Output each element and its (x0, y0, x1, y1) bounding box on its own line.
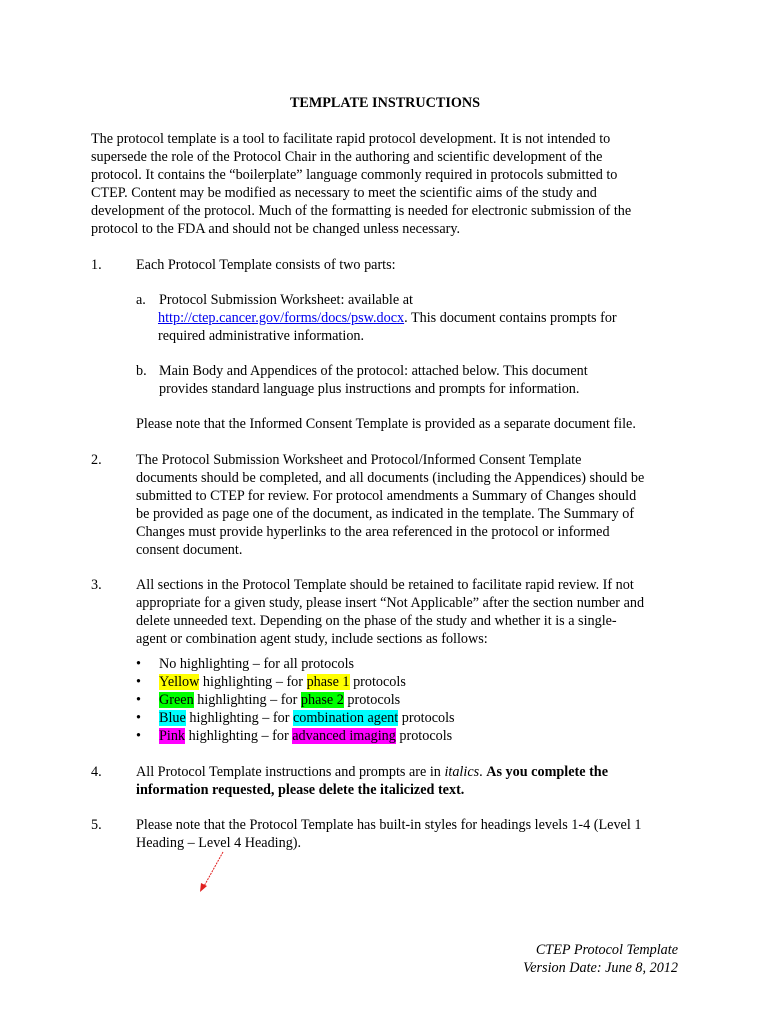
highlight-pink: advanced imaging (292, 728, 396, 744)
sub-item-text: . This document contains prompts for (404, 310, 617, 326)
sub-item-line (158, 309, 686, 327)
item-body (136, 451, 686, 559)
highlight-green: Green (159, 692, 194, 708)
intro-line: CTEP. Content may be modified as necessary to meet the scientific aims of the study and (91, 185, 597, 201)
bold-text: As you complete the (486, 764, 608, 780)
intro-line: The protocol template is a tool to facilitate rapid protocol development. It is not intended to (91, 131, 611, 147)
list-item (136, 691, 686, 709)
sub-item-line: provides standard language plus instructions and prompts for information. (159, 381, 580, 397)
sub-item-label: b. (136, 363, 147, 379)
intro-line: protocol to the FDA and should not be changed unless necessary. (91, 221, 461, 237)
bullet-icon: • (136, 674, 141, 690)
item-number: 3. (91, 577, 102, 593)
bullet-text: protocols (398, 710, 455, 726)
page-title: TEMPLATE INSTRUCTIONS (289, 95, 481, 111)
item-line (136, 781, 686, 799)
bullet-icon: • (136, 728, 141, 744)
bullet-text: highlighting – for (185, 728, 293, 744)
list-item (136, 673, 686, 691)
item-line: delete unneeded text. Depending on the phase of the study and whether it is a single- (136, 613, 617, 629)
sub-item-a (136, 291, 686, 345)
sub-item-label: a. (136, 292, 146, 308)
bold-text: information requested, please delete the italicized text. (136, 782, 465, 798)
item-body (136, 576, 686, 745)
highlight-yellow: Yellow (159, 674, 200, 690)
bullet-text: No highlighting – for all protocols (159, 656, 355, 672)
item-line: Changes must provide hyperlinks to the area referenced in the protocol or informed (136, 524, 610, 540)
item-number: 1. (91, 257, 102, 273)
item-number: 5. (91, 817, 102, 833)
list-item (136, 727, 686, 745)
bullet-text: protocols (349, 674, 406, 690)
item-line: Please note that the Protocol Template has built-in styles for headings levels 1-4 (Level 1 (136, 817, 642, 833)
list-item (136, 709, 686, 727)
footer-version-date: Version Date: June 8, 2012 (523, 960, 678, 976)
item-number: 4. (91, 764, 102, 780)
list-item (136, 655, 686, 673)
item-text: Each Protocol Template consists of two parts: (136, 257, 396, 273)
item-line: documents should be completed, and all documents (including the Appendices) should be (136, 470, 645, 486)
page-footer (523, 941, 678, 977)
item-line (136, 763, 686, 781)
intro-line: supersede the role of the Protocol Chair in the authoring and scientific development of the (91, 149, 603, 165)
footer-template-name: CTEP Protocol Template (535, 942, 678, 958)
bullet-text: protocols (343, 692, 401, 708)
highlight-pink: Pink (159, 728, 186, 744)
sub-item-line: required administrative information. (158, 328, 365, 344)
item-line: be provided as page one of the document, as indicated in the template. The Summary of (136, 506, 635, 522)
italic-text: italics (444, 764, 480, 780)
highlight-green: phase 2 (300, 692, 344, 708)
bullet-text: highlighting – for (185, 710, 293, 726)
bullet-text: highlighting – for (199, 674, 307, 690)
bullet-icon: • (136, 656, 141, 672)
item-line: appropriate for a given study, please insert “Not Applicable” after the section number and (136, 595, 645, 611)
item-body (136, 763, 686, 799)
bullet-icon: • (136, 710, 141, 726)
item-line: agent or combination agent study, include sections as follows: (136, 631, 488, 647)
psw-link[interactable]: http://ctep.cancer.gov/forms/docs/psw.docx (158, 310, 405, 326)
sub-item-text: Protocol Submission Worksheet: available at (159, 292, 413, 308)
item-body (136, 256, 686, 433)
highlight-yellow: phase 1 (306, 674, 350, 690)
bullet-icon: • (136, 692, 141, 708)
consent-note: Please note that the Informed Consent Template is provided as a separate document file. (136, 416, 636, 432)
item-body (136, 816, 686, 852)
highlight-blue: Blue (159, 710, 186, 726)
sub-item-text: Main Body and Appendices of the protocol: attached below. This document (159, 363, 588, 379)
red-arrow-icon (195, 850, 235, 896)
item-text: All Protocol Template instructions and prompts are in (136, 764, 445, 780)
sub-item-b (136, 362, 686, 398)
intro-line: development of the protocol. Much of the formatting is needed for electronic submission of the (91, 203, 632, 219)
item-line: Heading – Level 4 Heading). (136, 835, 302, 851)
item-line: consent document. (136, 542, 243, 558)
intro-line: protocol. It contains the “boilerplate” language commonly required in protocols submitted to (91, 167, 618, 183)
item-number: 2. (91, 452, 102, 468)
intro-paragraph (91, 130, 686, 238)
item-line: The Protocol Submission Worksheet and Protocol/Informed Consent Template (136, 452, 582, 468)
highlight-blue: combination agent (293, 710, 399, 726)
item-line: submitted to CTEP for review. For protocol amendments a Summary of Changes should (136, 488, 637, 504)
item-text: . (479, 764, 487, 780)
highlight-legend (136, 655, 686, 745)
item-line: All sections in the Protocol Template should be retained to facilitate rapid review. If not (136, 577, 634, 593)
bullet-text: protocols (395, 728, 453, 744)
bullet-text: highlighting – for (193, 692, 301, 708)
